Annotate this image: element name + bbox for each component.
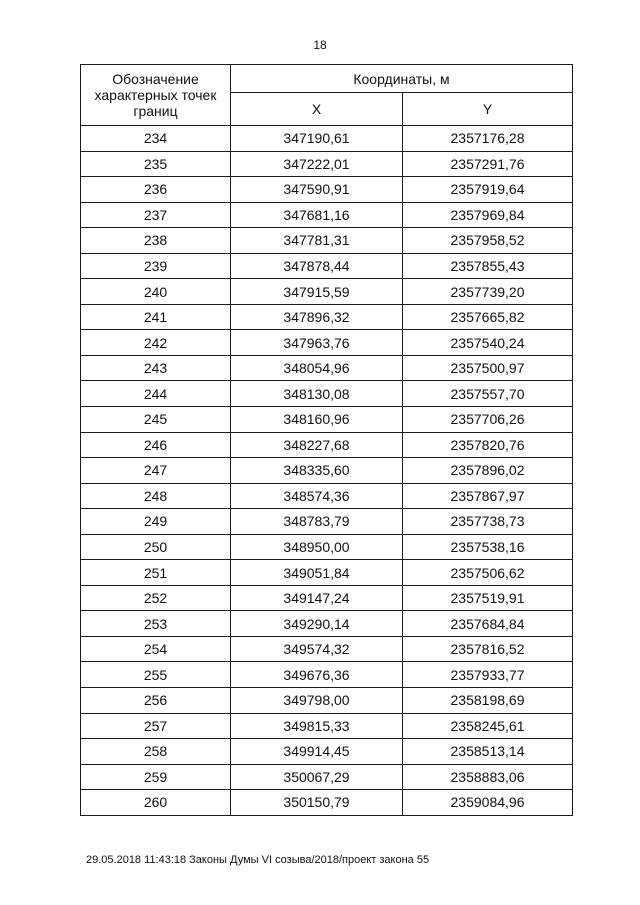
point-cell: 258 bbox=[81, 739, 231, 765]
table-row bbox=[81, 228, 573, 254]
y-cell: 2357500,97 bbox=[403, 355, 573, 381]
x-cell: 347222,01 bbox=[231, 151, 403, 177]
x-cell: 348335,60 bbox=[231, 458, 403, 484]
point-cell: 244 bbox=[81, 381, 231, 407]
table-body bbox=[81, 126, 573, 816]
table-row bbox=[81, 253, 573, 279]
y-cell: 2357867,97 bbox=[403, 483, 573, 509]
y-cell: 2357816,52 bbox=[403, 636, 573, 662]
table-row bbox=[81, 432, 573, 458]
y-cell: 2357896,02 bbox=[403, 458, 573, 484]
x-cell: 349676,36 bbox=[231, 662, 403, 688]
x-cell: 347590,91 bbox=[231, 177, 403, 203]
x-cell: 347915,59 bbox=[231, 279, 403, 305]
x-cell: 347963,76 bbox=[231, 330, 403, 356]
x-cell: 348574,36 bbox=[231, 483, 403, 509]
x-cell: 348227,68 bbox=[231, 432, 403, 458]
point-cell: 248 bbox=[81, 483, 231, 509]
point-cell: 252 bbox=[81, 585, 231, 611]
table-row bbox=[81, 688, 573, 714]
x-cell: 348950,00 bbox=[231, 534, 403, 560]
y-cell: 2357706,26 bbox=[403, 407, 573, 433]
y-cell: 2357919,64 bbox=[403, 177, 573, 203]
table-row bbox=[81, 764, 573, 790]
y-cell: 2357855,43 bbox=[403, 253, 573, 279]
table-header bbox=[81, 65, 573, 126]
y-cell: 2357665,82 bbox=[403, 304, 573, 330]
point-cell: 234 bbox=[81, 126, 231, 152]
point-cell: 246 bbox=[81, 432, 231, 458]
y-cell: 2357540,24 bbox=[403, 330, 573, 356]
x-cell: 347781,31 bbox=[231, 228, 403, 254]
y-cell: 2358245,61 bbox=[403, 713, 573, 739]
table-row bbox=[81, 304, 573, 330]
x-cell: 350150,79 bbox=[231, 790, 403, 816]
point-cell: 241 bbox=[81, 304, 231, 330]
y-cell: 2358513,14 bbox=[403, 739, 573, 765]
point-cell: 259 bbox=[81, 764, 231, 790]
y-cell: 2357820,76 bbox=[403, 432, 573, 458]
table-row bbox=[81, 151, 573, 177]
y-cell: 2357557,70 bbox=[403, 381, 573, 407]
point-cell: 256 bbox=[81, 688, 231, 714]
y-cell: 2357519,91 bbox=[403, 585, 573, 611]
point-cell: 254 bbox=[81, 636, 231, 662]
x-cell: 347190,61 bbox=[231, 126, 403, 152]
table-row bbox=[81, 355, 573, 381]
point-cell: 238 bbox=[81, 228, 231, 254]
y-cell: 2359084,96 bbox=[403, 790, 573, 816]
y-cell: 2357538,16 bbox=[403, 534, 573, 560]
document-footer: 29.05.2018 11:43:18 Законы Думы VI созыва/2018/проект закона 55 bbox=[86, 854, 430, 866]
coordinates-table bbox=[80, 64, 573, 816]
y-cell: 2357933,77 bbox=[403, 662, 573, 688]
page-number: 18 bbox=[313, 38, 327, 52]
table-row bbox=[81, 560, 573, 586]
point-cell: 243 bbox=[81, 355, 231, 381]
x-cell: 349147,24 bbox=[231, 585, 403, 611]
point-cell: 245 bbox=[81, 407, 231, 433]
x-header: X bbox=[231, 93, 403, 126]
x-cell: 349815,33 bbox=[231, 713, 403, 739]
table-row bbox=[81, 739, 573, 765]
table-row bbox=[81, 483, 573, 509]
x-cell: 348054,96 bbox=[231, 355, 403, 381]
x-cell: 348783,79 bbox=[231, 509, 403, 535]
table-row bbox=[81, 790, 573, 816]
point-cell: 253 bbox=[81, 611, 231, 637]
table-row bbox=[81, 534, 573, 560]
y-cell: 2357969,84 bbox=[403, 202, 573, 228]
x-cell: 347896,32 bbox=[231, 304, 403, 330]
table-row bbox=[81, 279, 573, 305]
x-cell: 349290,14 bbox=[231, 611, 403, 637]
y-cell: 2358883,06 bbox=[403, 764, 573, 790]
point-cell: 249 bbox=[81, 509, 231, 535]
y-cell: 2357291,76 bbox=[403, 151, 573, 177]
table-row bbox=[81, 177, 573, 203]
point-cell: 242 bbox=[81, 330, 231, 356]
table-row bbox=[81, 585, 573, 611]
point-cell: 235 bbox=[81, 151, 231, 177]
designation-header: Обозначение характерных точек границ bbox=[81, 65, 231, 126]
table-row bbox=[81, 381, 573, 407]
table-row bbox=[81, 509, 573, 535]
table-row bbox=[81, 407, 573, 433]
y-cell: 2357506,62 bbox=[403, 560, 573, 586]
y-cell: 2357176,28 bbox=[403, 126, 573, 152]
point-cell: 257 bbox=[81, 713, 231, 739]
x-cell: 348160,96 bbox=[231, 407, 403, 433]
y-cell: 2357958,52 bbox=[403, 228, 573, 254]
point-cell: 240 bbox=[81, 279, 231, 305]
table-row bbox=[81, 202, 573, 228]
x-cell: 347878,44 bbox=[231, 253, 403, 279]
point-cell: 247 bbox=[81, 458, 231, 484]
x-cell: 349051,84 bbox=[231, 560, 403, 586]
table-row bbox=[81, 713, 573, 739]
y-cell: 2357739,20 bbox=[403, 279, 573, 305]
point-cell: 236 bbox=[81, 177, 231, 203]
table-row bbox=[81, 126, 573, 152]
point-cell: 260 bbox=[81, 790, 231, 816]
point-cell: 251 bbox=[81, 560, 231, 586]
y-cell: 2357738,73 bbox=[403, 509, 573, 535]
table-row bbox=[81, 330, 573, 356]
point-cell: 239 bbox=[81, 253, 231, 279]
point-cell: 250 bbox=[81, 534, 231, 560]
x-cell: 349798,00 bbox=[231, 688, 403, 714]
x-cell: 349914,45 bbox=[231, 739, 403, 765]
x-cell: 349574,32 bbox=[231, 636, 403, 662]
y-header: Y bbox=[403, 93, 573, 126]
y-cell: 2358198,69 bbox=[403, 688, 573, 714]
point-cell: 255 bbox=[81, 662, 231, 688]
x-cell: 350067,29 bbox=[231, 764, 403, 790]
table-row bbox=[81, 636, 573, 662]
y-cell: 2357684,84 bbox=[403, 611, 573, 637]
table-row bbox=[81, 662, 573, 688]
x-cell: 347681,16 bbox=[231, 202, 403, 228]
table-row bbox=[81, 458, 573, 484]
table-row bbox=[81, 611, 573, 637]
coordinates-header: Координаты, м bbox=[231, 65, 573, 93]
x-cell: 348130,08 bbox=[231, 381, 403, 407]
point-cell: 237 bbox=[81, 202, 231, 228]
